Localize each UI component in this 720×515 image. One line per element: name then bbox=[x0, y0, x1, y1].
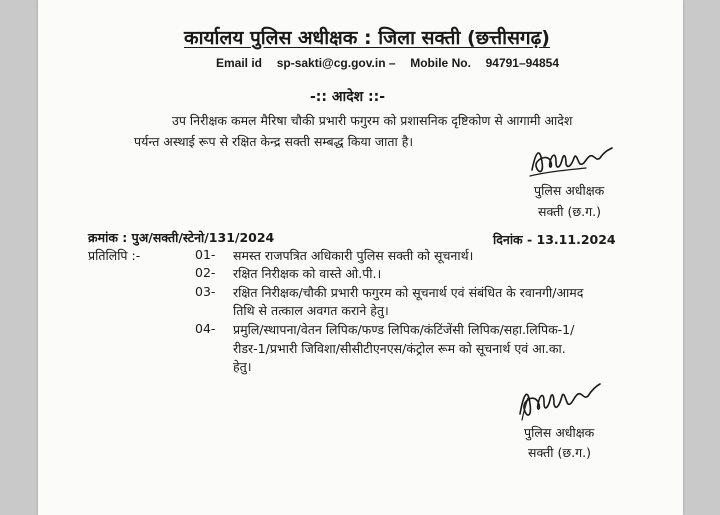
copy-item-line: समस्त राजपत्रित अधिकारी पुलिस सक्ती को सूचनार्थ। bbox=[233, 248, 474, 263]
mobile-value: 94791–94854 bbox=[485, 56, 560, 70]
copy-label: प्रतिलिपि :- bbox=[88, 248, 141, 263]
reference-number: क्रमांक : पुअ/सक्ती/स्टेनो/131/2024 bbox=[88, 230, 275, 245]
copy-item-number: 03- bbox=[195, 284, 216, 299]
signature1-place: सक्ती (छ.ग.) bbox=[538, 204, 601, 219]
reference-date: दिनांक - 13.11.2024 bbox=[493, 232, 616, 247]
order-heading: -:: आदेश ::- bbox=[310, 89, 386, 105]
order-body-line-2: पर्यन्त अस्थाई रूप से रक्षित केन्द्र सक्ती सम्बद्ध किया जाता है। bbox=[134, 134, 414, 149]
mobile-label: Mobile No. bbox=[410, 56, 471, 70]
copy-item-line: हेतु। bbox=[233, 359, 252, 374]
copy-item-number: 04- bbox=[195, 321, 216, 336]
copy-item-line: रक्षित निरीक्षक/चौकी प्रभारी फगुरम को सूचनार्थ एवं संबंधित के रवानगी/आमद bbox=[233, 285, 584, 300]
copy-item-line: रीडर-1/प्रभारी जिविशा/सीसीटीएनएस/कंट्रोल रूम को सूचनार्थ एवं आ.का. bbox=[233, 341, 566, 356]
signature-mark-2 bbox=[514, 374, 604, 424]
email-label: Email id bbox=[216, 56, 263, 70]
signature1-designation: पुलिस अधीक्षक bbox=[534, 183, 605, 198]
copy-item-line: रक्षित निरीक्षक को वास्ते ओ.पी.। bbox=[233, 266, 382, 281]
document-page bbox=[38, 0, 683, 515]
contact-line bbox=[216, 56, 559, 70]
copy-item-line: तिथि से तत्काल अवगत कराने हेतु। bbox=[233, 303, 389, 318]
signature2-place: सक्ती (छ.ग.) bbox=[528, 445, 591, 460]
order-body-line-1: उप निरीक्षक कमल मैरिषा चौकी प्रभारी फगुरम को प्रशासनिक दृष्टिकोण से आगामी आदेश bbox=[172, 113, 573, 128]
office-title: कार्यालय पुलिस अधीक्षक : जिला सक्ती (छत्तीसगढ़) bbox=[184, 27, 550, 49]
copy-item-number: 02- bbox=[195, 265, 216, 280]
signature-mark-1 bbox=[526, 140, 616, 182]
signature2-designation: पुलिस अधीक्षक bbox=[524, 425, 595, 440]
email-value: sp-sakti@cg.gov.in – bbox=[276, 56, 396, 70]
copy-item-number: 01- bbox=[195, 247, 216, 262]
copy-item-line: प्रमुलि/स्थापना/वेतन लिपिक/फण्ड लिपिक/कंटिंजेंसी लिपिक/सहा.लिपिक-1/ bbox=[233, 322, 575, 337]
